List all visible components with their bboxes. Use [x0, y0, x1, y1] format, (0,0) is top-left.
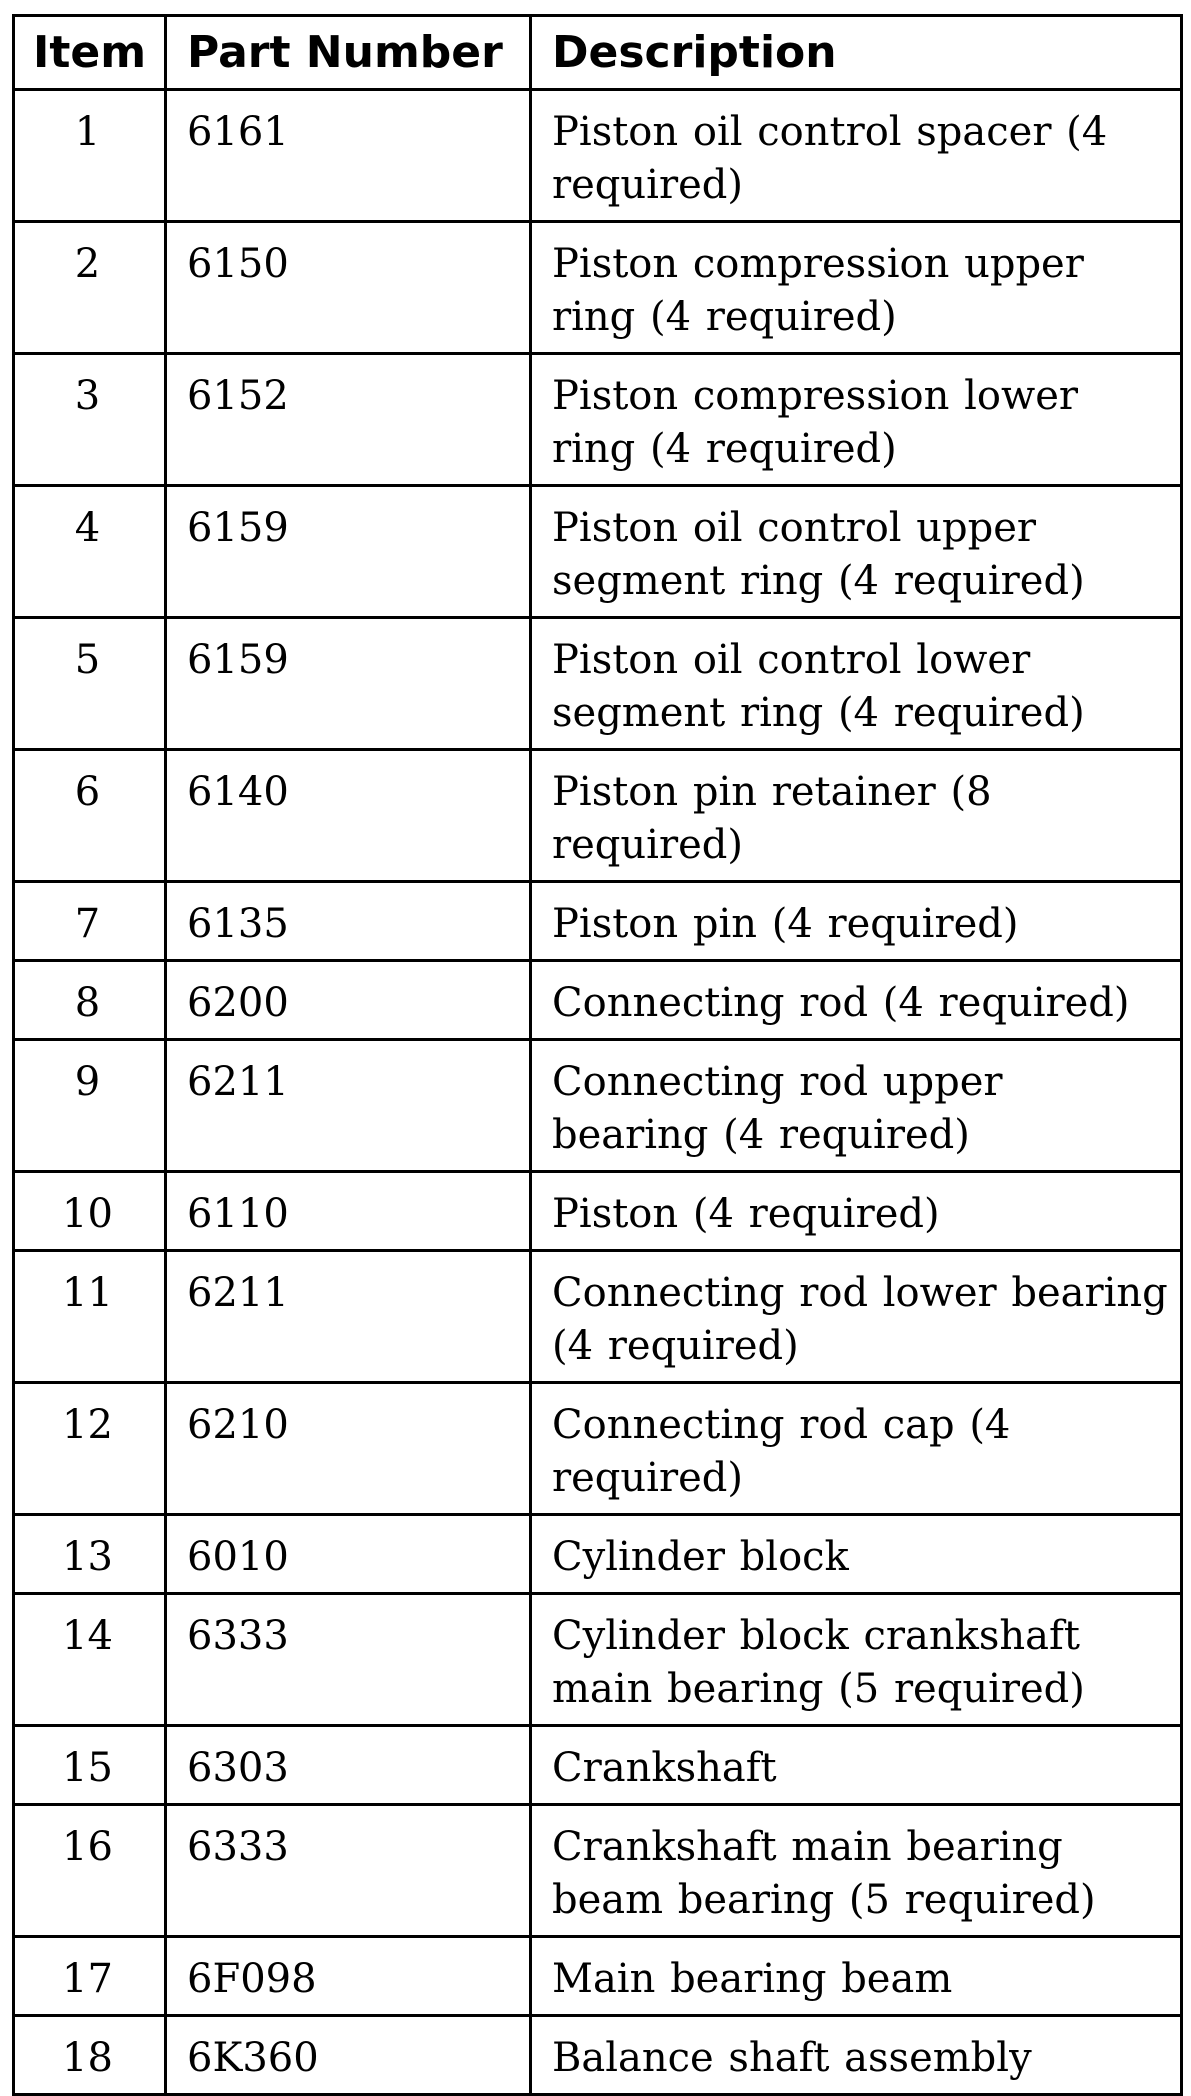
description-cell: Piston (4 required): [531, 1172, 1182, 1251]
item-cell: 18: [14, 2016, 166, 2095]
description-cell: Connecting rod cap (4 required): [531, 1383, 1182, 1515]
part-number-cell: 6140: [166, 750, 531, 882]
table-row: [14, 750, 1182, 882]
item-cell: 4: [14, 486, 166, 618]
item-cell: 6: [14, 750, 166, 882]
column-header-part-number: Part Number: [166, 16, 531, 90]
item-cell: 2: [14, 222, 166, 354]
item-cell: 1: [14, 90, 166, 222]
item-cell: 10: [14, 1172, 166, 1251]
table-row: [14, 2016, 1182, 2095]
description-cell: Piston oil control upper segment ring (4 required): [531, 486, 1182, 618]
description-cell: Cylinder block crankshaft main bearing (5 required): [531, 1594, 1182, 1726]
part-number-cell: 6333: [166, 1594, 531, 1726]
table-row: [14, 222, 1182, 354]
description-cell: Balance shaft assembly: [531, 2016, 1182, 2095]
table-row: [14, 1383, 1182, 1515]
description-cell: Piston pin retainer (8 required): [531, 750, 1182, 882]
table-header-row: [14, 16, 1182, 90]
part-number-cell: 6200: [166, 961, 531, 1040]
part-number-cell: 6135: [166, 882, 531, 961]
description-cell: Crankshaft: [531, 1726, 1182, 1805]
description-cell: Crankshaft main bearing beam bearing (5 required): [531, 1805, 1182, 1937]
table-row: [14, 1594, 1182, 1726]
table-row: [14, 882, 1182, 961]
part-number-cell: 6333: [166, 1805, 531, 1937]
item-cell: 7: [14, 882, 166, 961]
table-row: [14, 1515, 1182, 1594]
description-cell: Piston pin (4 required): [531, 882, 1182, 961]
part-number-cell: 6159: [166, 486, 531, 618]
item-cell: 15: [14, 1726, 166, 1805]
table-row: [14, 90, 1182, 222]
part-number-cell: 6303: [166, 1726, 531, 1805]
table-row: [14, 961, 1182, 1040]
parts-table: [12, 14, 1183, 2096]
item-cell: 17: [14, 1937, 166, 2016]
part-number-cell: 6010: [166, 1515, 531, 1594]
column-header-item: Item: [14, 16, 166, 90]
column-header-description: Description: [531, 16, 1182, 90]
table-row: [14, 1937, 1182, 2016]
description-cell: Cylinder block: [531, 1515, 1182, 1594]
item-cell: 5: [14, 618, 166, 750]
table-row: [14, 1726, 1182, 1805]
part-number-cell: 6150: [166, 222, 531, 354]
description-cell: Connecting rod lower bearing (4 required): [531, 1251, 1182, 1383]
description-cell: Connecting rod (4 required): [531, 961, 1182, 1040]
item-cell: 13: [14, 1515, 166, 1594]
table-row: [14, 1172, 1182, 1251]
part-number-cell: 6210: [166, 1383, 531, 1515]
part-number-cell: 6110: [166, 1172, 531, 1251]
part-number-cell: 6211: [166, 1040, 531, 1172]
item-cell: 14: [14, 1594, 166, 1726]
description-cell: Piston oil control lower segment ring (4 required): [531, 618, 1182, 750]
part-number-cell: 6159: [166, 618, 531, 750]
part-number-cell: 6F098: [166, 1937, 531, 2016]
item-cell: 11: [14, 1251, 166, 1383]
table-row: [14, 618, 1182, 750]
part-number-cell: 6211: [166, 1251, 531, 1383]
description-cell: Connecting rod upper bearing (4 required): [531, 1040, 1182, 1172]
table-row: [14, 1805, 1182, 1937]
description-cell: Piston compression upper ring (4 required): [531, 222, 1182, 354]
table-row: [14, 1251, 1182, 1383]
item-cell: 16: [14, 1805, 166, 1937]
table-row: [14, 1040, 1182, 1172]
table-row: [14, 486, 1182, 618]
part-number-cell: 6152: [166, 354, 531, 486]
item-cell: 8: [14, 961, 166, 1040]
table-row: [14, 354, 1182, 486]
item-cell: 3: [14, 354, 166, 486]
description-cell: Piston compression lower ring (4 required): [531, 354, 1182, 486]
description-cell: Main bearing beam: [531, 1937, 1182, 2016]
item-cell: 12: [14, 1383, 166, 1515]
item-cell: 9: [14, 1040, 166, 1172]
description-cell: Piston oil control spacer (4 required): [531, 90, 1182, 222]
part-number-cell: 6K360: [166, 2016, 531, 2095]
part-number-cell: 6161: [166, 90, 531, 222]
